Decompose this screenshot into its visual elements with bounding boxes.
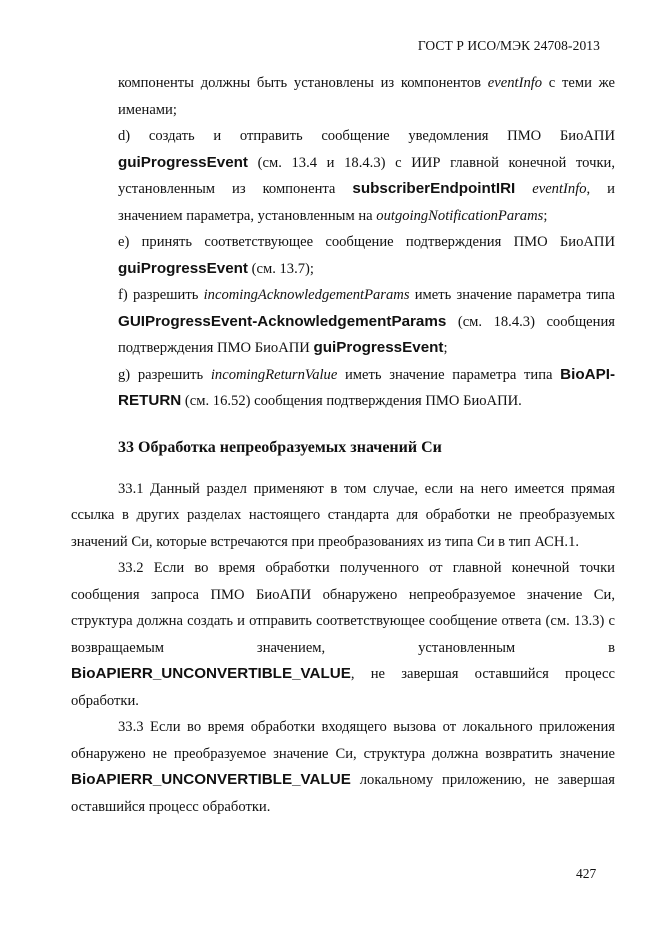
list-item-d: [118, 123, 615, 229]
term-incomingreturnvalue: incomingReturnValue: [210, 366, 338, 383]
text-run: 33.2 Если во время обработки полученного от главной конечной точки сообщения запроса ПМО БиоАПИ обнаружено непреобразуемое значение Си, структура должна создать и отправить соответствующее сообщение ответа (см. 13.3) с возвращаемым значением, установленным в: [71, 560, 615, 656]
code-bioapierr-unconvertible-value: BioAPIERR_UNCONVERTIBLE_VALUE: [71, 771, 351, 788]
text-run: (см. 13.4 и 18.4.3) с ИИР главной конечной точки, установленным из компонента: [118, 154, 615, 197]
list-item-f: [118, 282, 615, 362]
text-run: ;: [543, 207, 548, 224]
paragraph-33-1: 33.1 Данный раздел применяют в том случае, если на него имеется прямая ссылка в других разделах настоящего стандарта для обработки не преобразуемых значений Си, которые встречаются при преобразованиях из типа Си в тип АСН.1.: [71, 480, 615, 550]
main-text: [71, 70, 615, 820]
document-code-header: ГОСТ Р ИСО/МЭК 24708-2013: [417, 38, 600, 53]
text-run: d) создать и отправить сообщение уведомления ПМО БиоАПИ: [118, 128, 615, 144]
text-run: иметь значение параметра типа: [409, 287, 615, 303]
text-run: , не завершая оставшийся процесс обработки.: [71, 666, 615, 709]
text-run: , и значением параметра, установленным на: [118, 181, 615, 224]
list-item-g: [118, 362, 615, 415]
code-guiprogressevent-ackparams: GUIProgressEvent-AcknowledgementParams: [118, 312, 447, 330]
text-run: g) разрешить: [118, 366, 211, 383]
text-run: компоненты должны быть установлены из компонентов: [118, 75, 488, 91]
text-run: (см. 16.52) сообщения подтверждения ПМО БиоАПИ.: [181, 393, 522, 409]
term-eventinfo: eventInfo: [487, 75, 543, 91]
code-bioapi-return: BioAPI-RETURN: [118, 365, 615, 409]
code-guiprogressevent: guiProgressEvent: [118, 153, 248, 171]
text-run: f) разрешить: [118, 287, 204, 303]
text-run: ;: [443, 340, 448, 356]
text-run: локальному приложению, не завершая оставшийся процесс обработки.: [71, 772, 615, 815]
text-run: 33.3 Если во время обработки входящего вызова от локального приложения обнаружено не преобразуемое значение Си, структура должна возвратить значение: [71, 719, 615, 762]
paragraph-intro: [118, 70, 615, 123]
code-subscriberendpointiri: subscriberEndpointIRI: [352, 180, 516, 197]
term-incomingacknowledgementparams: incomingAcknowledgementParams: [203, 287, 410, 303]
section-heading: 33 Обработка непреобразуемых значений Си: [118, 438, 442, 456]
term-eventinfo: eventInfo: [515, 181, 587, 197]
text-run: (см. 18.4.3) сообщения подтверждения ПМО БиоАПИ: [118, 313, 615, 356]
code-guiprogressevent: guiProgressEvent: [313, 339, 444, 356]
text-run: e) принять соответствующее сообщение подтверждения ПМО БиоАПИ: [118, 234, 615, 250]
paragraph-33-3: [71, 714, 615, 820]
term-outgoingnotificationparams: outgoingNotificationParams: [376, 207, 544, 224]
code-bioapierr-unconvertible-value: BioAPIERR_UNCONVERTIBLE_VALUE: [71, 665, 351, 682]
text-run: иметь значение параметра типа: [337, 366, 561, 383]
paragraph-33-2: [71, 555, 615, 714]
text-run: (см. 13.7);: [247, 260, 314, 277]
list-item-e: [118, 229, 615, 282]
page-number: 427: [576, 866, 597, 881]
code-guiprogressevent: guiProgressEvent: [118, 259, 248, 277]
text-run: с теми же именами;: [118, 75, 615, 118]
